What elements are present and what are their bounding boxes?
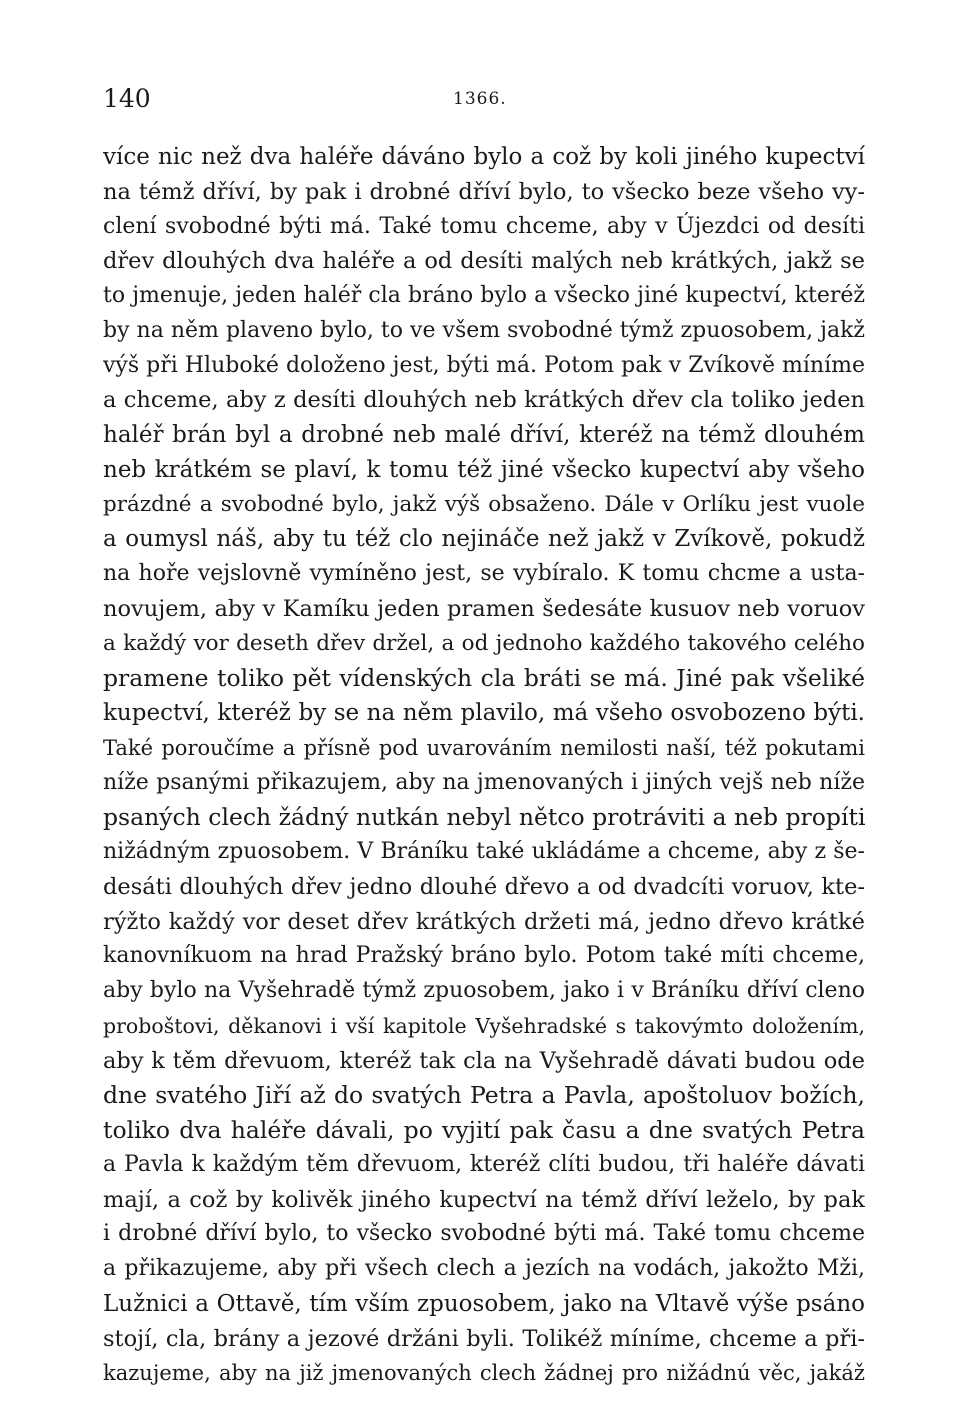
text-line: Také poroučíme a přísně pod uvarováním nemilosti naší, též pokutami xyxy=(103,735,865,760)
text-line: aby k těm dřevuom, kteréž tak cla na Vyšehradě dávati budou ode xyxy=(103,1047,865,1074)
text-line: více nic než dva haléře dáváno bylo a což by koli jiného kupectví xyxy=(103,144,865,170)
text-line: na témž dříví, by pak i drobné dříví bylo, to všecko beze všeho vy- xyxy=(103,178,865,205)
text-line: a chceme, aby z desíti dlouhých neb krátkých dřev cla toliko jeden xyxy=(103,387,865,414)
text-line: dřev dlouhých dva haléře a od desíti malých neb krátkých, jakž se xyxy=(103,248,865,275)
text-line: a přikazujeme, aby při všech clech a jezích na vodách, jakožto Mži, xyxy=(103,1256,865,1281)
text-line: kanovníkuom na hrad Pražský bráno bylo. Potom také míti chceme, xyxy=(103,943,865,969)
text-line: to jmenuje, jeden haléř cla bráno bylo a všecko jiné kupectví, kteréž xyxy=(103,283,865,308)
text-line: toliko dva haléře dávali, po vyjití pak času a dne svatých Petra xyxy=(103,1116,865,1144)
text-line: a oumysl náš, aby tu též clo nejináče než jakž v Zvíkově, pokudž xyxy=(103,526,865,553)
page-number: 140 xyxy=(103,84,151,113)
text-line: haléř brán byl a drobné neb malé dříví, kteréž na témž dlouhém xyxy=(103,422,865,448)
text-line: novujem, aby v Kamíku jeden pramen šedesáte kusuov neb voruov xyxy=(103,595,865,622)
text-line: prázdné a svobodné bylo, jakž výš obsaženo. Dále v Orlíku jest vuole xyxy=(103,491,865,517)
text-line: dne svatého Jiří až do svatých Petra a Pavla, apoštoluov božích, xyxy=(103,1081,865,1110)
text-line: i drobné dříví bylo, to všecko svobodné býti má. Také tomu chceme xyxy=(103,1221,865,1247)
body-text xyxy=(103,140,865,1391)
text-line: mají, a což by kolivěk jiného kupectví na témž dříví leželo, by pak xyxy=(103,1186,865,1213)
running-head-year: 1366. xyxy=(453,89,507,109)
text-line: desáti dlouhých dřev jedno dlouhé dřevo a od dvadcíti voruov, kte- xyxy=(103,873,865,900)
text-line: psaných clech žádný nutkán nebyl nětco protráviti a neb propíti xyxy=(103,803,865,832)
text-line: aby bylo na Vyšehradě týmž zpuosobem, jako i v Bráníku dříví cleno xyxy=(103,978,865,1003)
text-line: pramene toliko pět vídenských cla bráti se má. Jiné pak všeliké xyxy=(103,664,865,693)
text-line: níže psanými přikazujem, aby na jmenovaných i jiných vejš neb níže xyxy=(103,769,865,795)
text-line: stojí, cla, brány a jezové držáni byli. Tolikéž míníme, chceme a při- xyxy=(103,1325,865,1352)
text-line: nižádným zpuosobem. V Bráníku také ukládáme a chceme, aby z še- xyxy=(103,839,865,864)
text-line: výš při Hluboké doloženo jest, býti má. Potom pak v Zvíkově míníme xyxy=(103,352,865,378)
text-line: clení svobodné býti má. Také tomu chceme, aby v Újezdci od desíti xyxy=(103,213,865,239)
page-header xyxy=(103,84,863,116)
text-line: kupectví, kteréž by se na něm plavilo, má všeho osvobozeno býti. xyxy=(103,700,865,726)
text-line: kazujeme, aby na již jmenovaných clech žádnej pro nižádnú věc, jakáž xyxy=(103,1361,865,1386)
text-line: a každý vor deseth dřev držel, a od jednoho každého takového celého xyxy=(103,630,865,656)
text-line: rýžto každý vor deset dřev krátkých držeti má, jedno dřevo krátké xyxy=(103,908,865,935)
text-line: neb krátkém se plaví, k tomu též jiné všecko kupectví aby všeho xyxy=(103,456,865,483)
text-line: proboštovi, děkanovi i vší kapitole Vyšehradské s takovýmto doložením, xyxy=(103,1013,865,1038)
text-line: Lužnici a Ottavě, tím vším zpuosobem, jako na Vltavě výše psáno xyxy=(103,1290,865,1317)
text-line: a Pavla k každým těm dřevuom, kteréž clíti budou, tři haléře dávati xyxy=(103,1151,865,1177)
text-line: na hoře vejslovně vymíněno jest, se vybíralo. K tomu chcme a usta- xyxy=(103,561,865,586)
text-line: by na něm plaveno bylo, to ve všem svobodné týmž zpuosobem, jakž xyxy=(103,317,865,343)
